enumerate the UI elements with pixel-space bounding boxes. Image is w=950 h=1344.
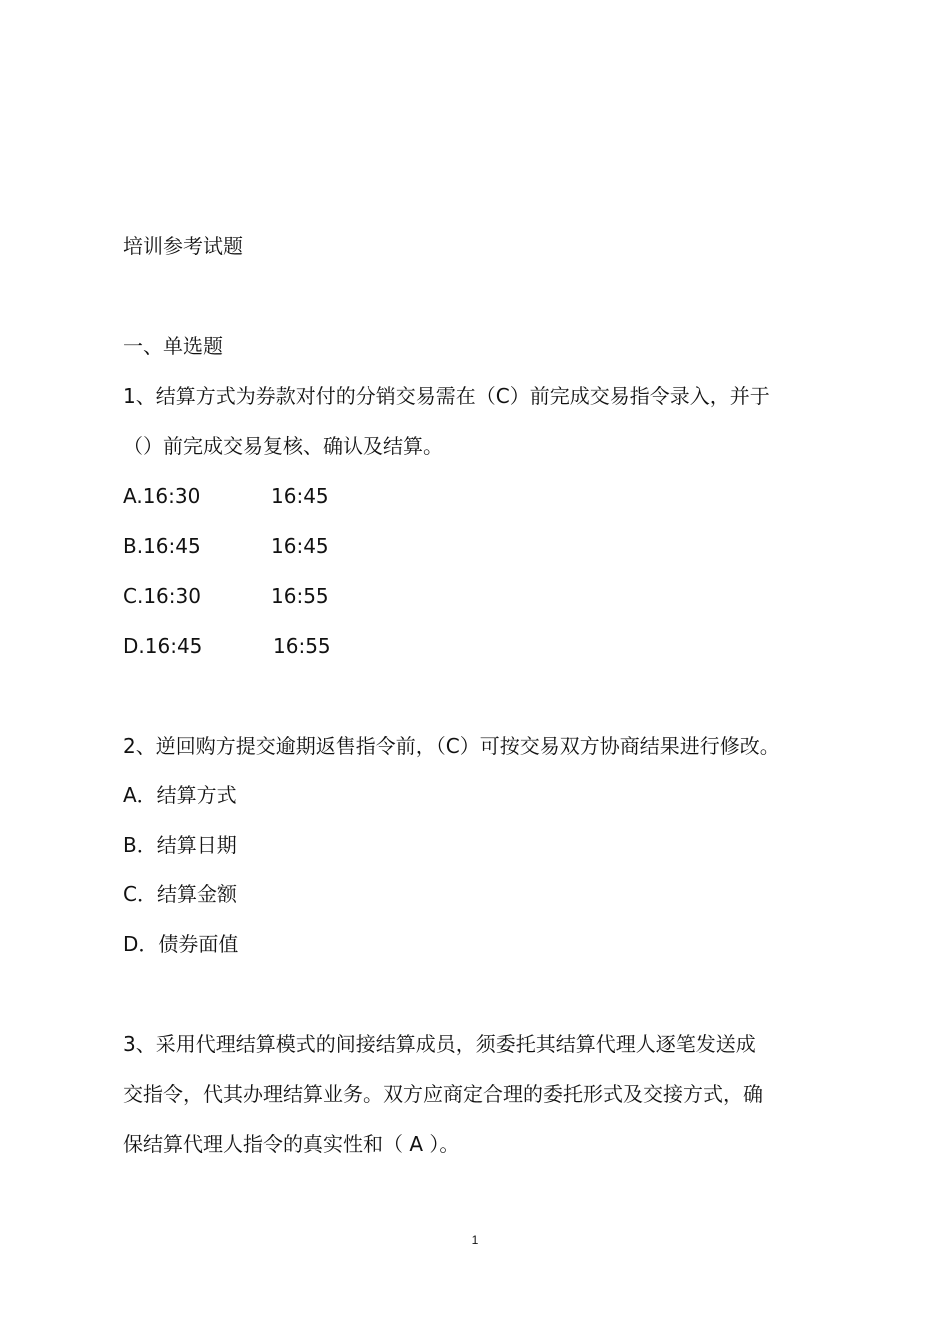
page-number: 1	[471, 1233, 479, 1247]
question-2-option-a: A．结算方式	[123, 783, 237, 807]
option-value: 16:55	[273, 634, 331, 658]
question-1-line-1: 1、结算方式为券款对付的分销交易需在（C）前完成交易指令录入，并于	[123, 384, 770, 408]
question-2-line-1: 2、逆回购方提交逾期返售指令前，（C）可按交易双方协商结果进行修改。	[123, 734, 780, 758]
question-1-option-d	[123, 632, 331, 660]
question-2-option-c: C．结算金额	[123, 882, 237, 906]
section-heading: 一、单选题	[123, 334, 223, 358]
question-1-option-b	[123, 532, 329, 560]
option-label: C.16:30	[123, 584, 201, 608]
option-value: 16:45	[271, 534, 329, 558]
option-label: B.16:45	[123, 534, 201, 558]
question-1-line-2: （）前完成交易复核、确认及结算。	[123, 434, 443, 458]
question-1-option-a	[123, 482, 329, 510]
question-3-line-3: 保结算代理人指令的真实性和（ A ）。	[123, 1132, 460, 1156]
option-value: 16:55	[271, 584, 329, 608]
option-label: D.16:45	[123, 634, 203, 658]
question-2-option-b: B．结算日期	[123, 833, 237, 857]
question-3-line-2: 交指令，代其办理结算业务。双方应商定合理的委托形式及交接方式，确	[123, 1082, 763, 1106]
document-title: 培训参考试题	[123, 234, 243, 258]
question-3-line-1: 3、采用代理结算模式的间接结算成员，须委托其结算代理人逐笔发送成	[123, 1032, 756, 1056]
question-1-option-c	[123, 582, 329, 610]
option-label: A.16:30	[123, 484, 201, 508]
question-2-option-d: D．债券面值	[123, 932, 239, 956]
option-value: 16:45	[271, 484, 329, 508]
